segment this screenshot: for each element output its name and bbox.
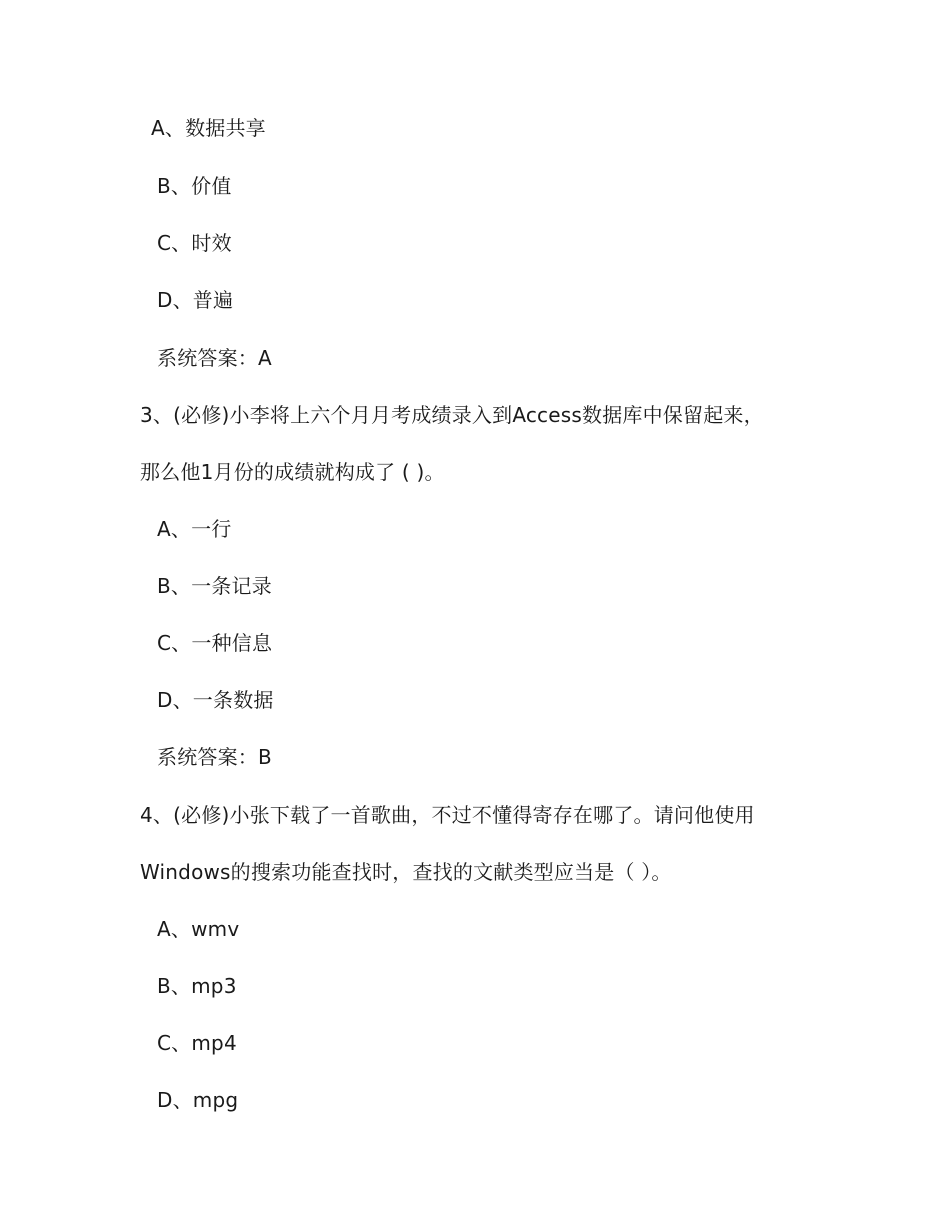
option-b: B、mp3	[157, 974, 237, 998]
option-d: D、普遍	[157, 288, 234, 312]
system-answer: 系统答案：B	[157, 745, 272, 769]
question-3-line-2: 那么他1月份的成绩就构成了 ( )。	[140, 460, 445, 484]
option-c: C、时效	[157, 231, 232, 255]
option-a: A、一行	[157, 517, 232, 541]
option-d: D、一条数据	[157, 688, 274, 712]
option-d: D、mpg	[157, 1088, 239, 1112]
option-a: A、数据共享	[151, 116, 266, 140]
option-b: B、价值	[157, 174, 232, 198]
option-a: A、wmv	[157, 917, 240, 941]
option-c: C、mp4	[157, 1031, 237, 1055]
option-b: B、一条记录	[157, 574, 272, 598]
system-answer: 系统答案：A	[157, 346, 272, 370]
question-4-line-2: Windows的搜索功能查找时，查找的文献类型应当是（ ）。	[140, 860, 672, 884]
question-4-line-1: 4、(必修)小张下载了一首歌曲，不过不懂得寄存在哪了。请问他使用	[140, 803, 755, 827]
option-c: C、一种信息	[157, 631, 273, 655]
question-3-line-1: 3、(必修)小李将上六个月月考成绩录入到Access数据库中保留起来，	[140, 403, 764, 427]
